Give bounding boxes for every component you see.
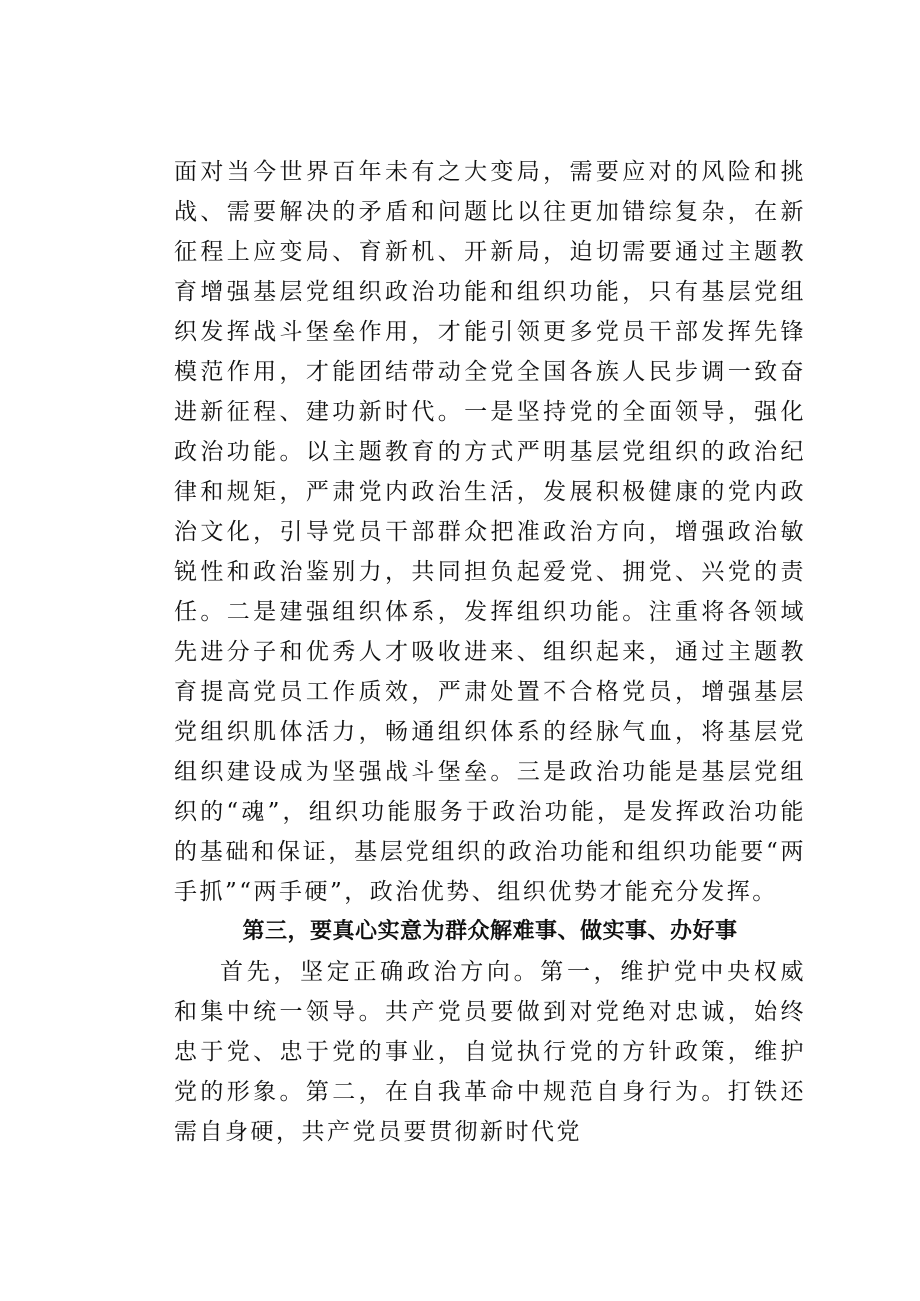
- section-heading: 第三，要真心实意为群众解难事、做实事、办好事: [242, 919, 738, 944]
- document-body: [174, 152, 806, 1152]
- paragraph-1: 面对当今世界百年未有之大变局，需要应对的风险和挑战、需要解决的矛盾和问题比以往更加错综复杂，在新征程上应变局、育新机、开新局，迫切需要通过主题教育增强基层党组织政治功能和组织功能，只有基层党组织发挥战斗堡垒作用，才能引领更多党员干部发挥先锋模范作用，才能团结带动全党全国各族人民步调一致奋进新征程、建功新时代。一是坚持党的全面领导，强化政治功能。以主题教育的方式严明基层党组织的政治纪律和规矩，严肃党内政治生活，发展积极健康的党内政治文化，引导党员干部群众把准政治方向，增强政治敏锐性和政治鉴别力，共同担负起爱党、拥党、兴党的责任。二是建强组织体系，发挥组织功能。注重将各领域先进分子和优秀人才吸收进来、组织起来，通过主题教育提高党员工作质效，严肃处置不合格党员，增强基层党组织肌体活力，畅通组织体系的经脉气血，将基层党组织建设成为坚强战斗堡垒。三是政治功能是基层党组织的“魂”，组织功能服务于政治功能，是发挥政治功能的基础和保证，基层党组织的政治功能和组织功能要“两手抓”“两手硬”，政治优势、组织优势才能充分发挥。: [174, 159, 806, 905]
- paragraph-2: 首先，坚定正确政治方向。第一，维护党中央权威和集中统一领导。共产党员要做到对党绝对忠诚，始终忠于党、忠于党的事业，自觉执行党的方针政策，维护党的形象。第二，在自我革命中规范自身行为。打铁还需自身硬，共产党员要贯彻新时代党: [174, 959, 806, 1145]
